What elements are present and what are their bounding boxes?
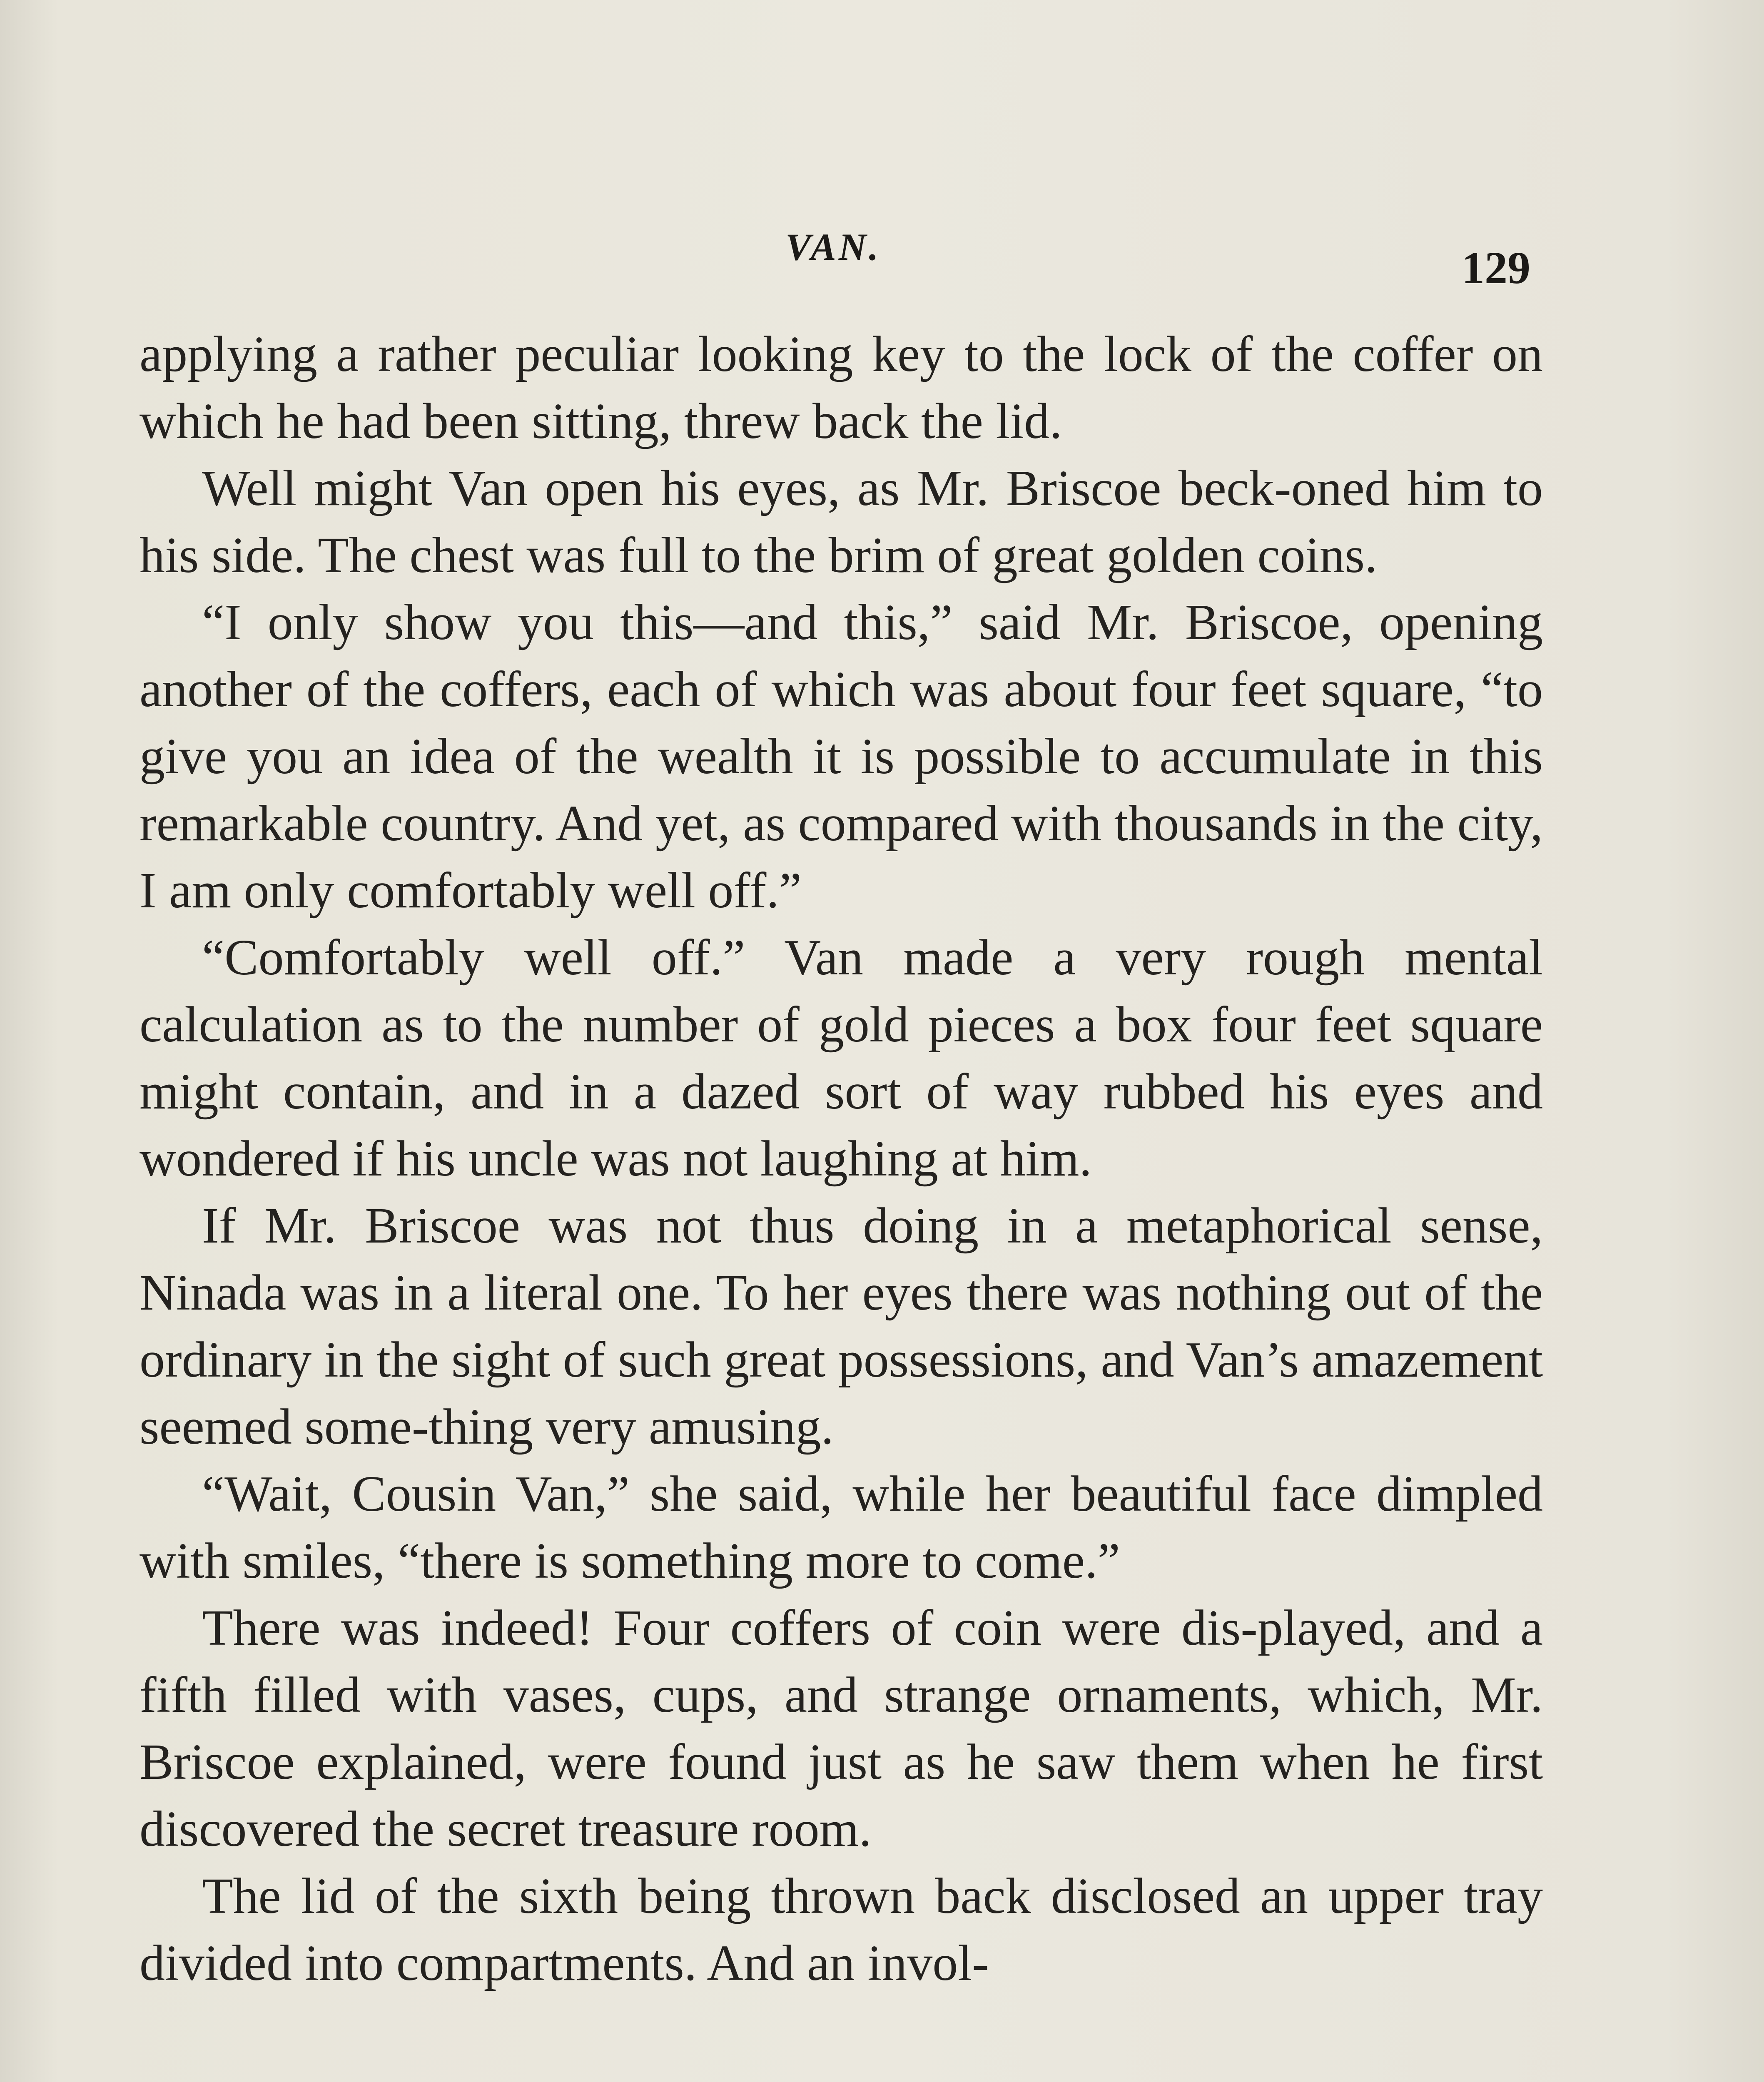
page-number: 129 <box>1462 242 1530 293</box>
body-text <box>140 321 1543 1997</box>
paragraph-8: The lid of the sixth being thrown back disclosed an upper tray divided into compartments. And an invol- <box>140 1868 1543 1991</box>
paragraph-2: Well might Van open his eyes, as Mr. Briscoe beck-oned him to his side. The chest was full to the brim of great golden coins. <box>140 460 1543 583</box>
paragraph-4: “Comfortably well off.” Van made a very rough mental calculation as to the number of gold pieces a box four feet square might contain, and in a dazed sort of way rubbed his eyes and wondered if his uncle was not laughing at him. <box>140 929 1543 1187</box>
paragraph-5: If Mr. Briscoe was not thus doing in a metaphorical sense, Ninada was in a literal one. To her eyes there was nothing out of the ordinary in the sight of such great possessions, and Van’s amazement seemed some-thing very amusing. <box>140 1198 1543 1455</box>
paragraph-6: “Wait, Cousin Van,” she said, while her beautiful face dimpled with smiles, “there is something more to come.” <box>140 1466 1543 1589</box>
paragraph-7: There was indeed! Four coffers of coin were dis-played, and a fifth filled with vases, cups, and strange ornaments, which, Mr. Briscoe explained, were found just as he saw them when he first discovered the secret treasure room. <box>140 1600 1543 1857</box>
paragraph-1: applying a rather peculiar looking key to the lock of the coffer on which he had been sitting, threw back the lid. <box>140 326 1543 449</box>
paragraph-3: “I only show you this—and this,” said Mr. Briscoe, opening another of the coffers, each of which was about four feet square, “to give you an idea of the wealth it is possible to accumulate in this remarkable country. And yet, as compared with thousands in the city, I am only comfortably well off.” <box>140 594 1543 919</box>
running-head: VAN. <box>785 226 881 268</box>
